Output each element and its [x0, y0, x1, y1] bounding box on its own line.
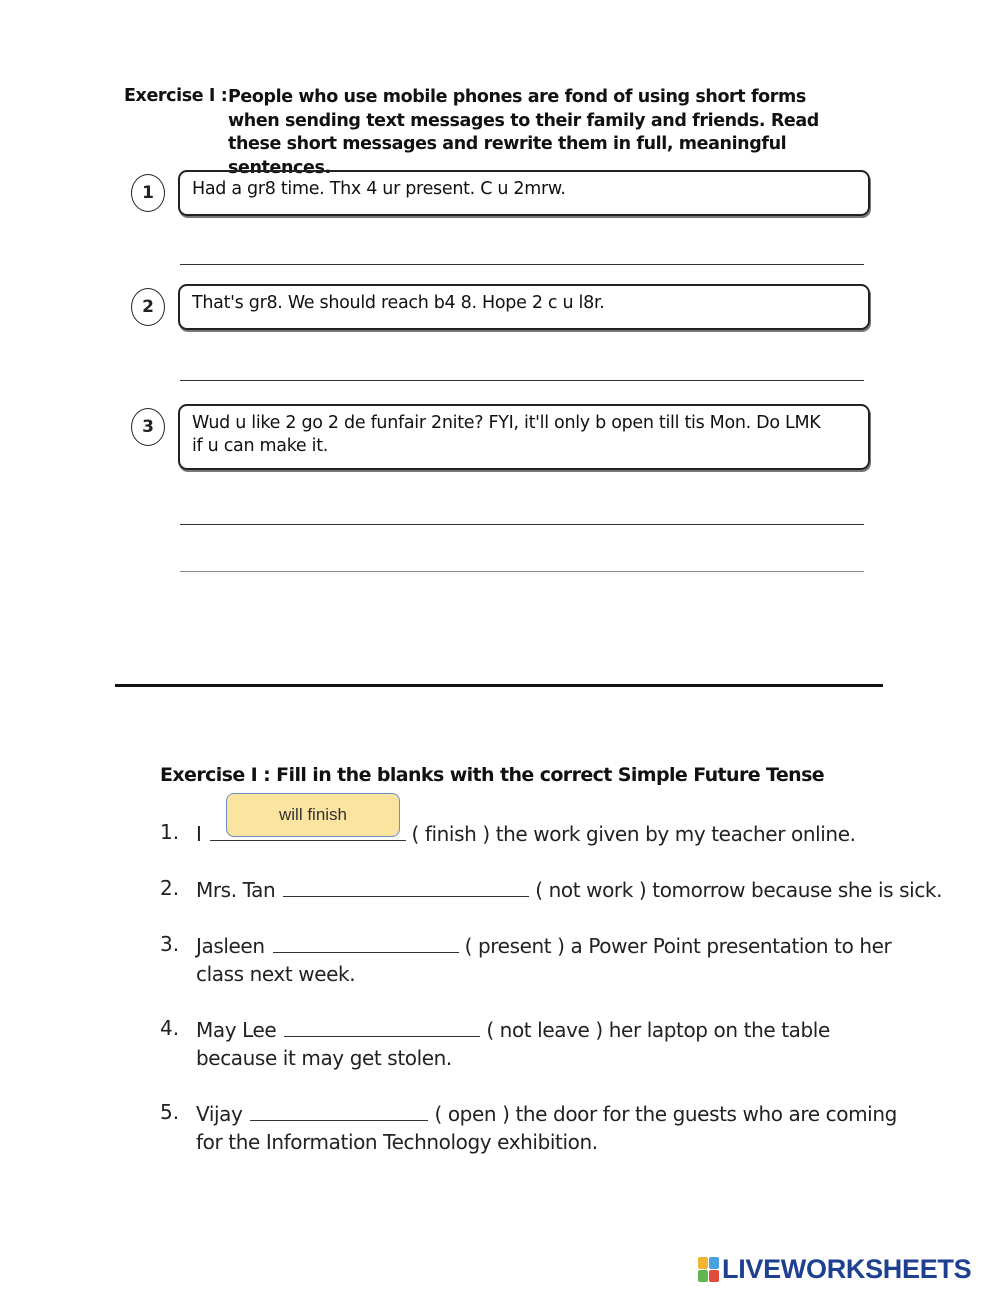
section-divider	[115, 684, 883, 687]
answer-input-1[interactable]: will finish	[226, 793, 400, 837]
liveworksheets-brand	[698, 1254, 971, 1285]
exercise1-instruction: People who use mobile phones are fond of using short forms when sending text messages to their family and friends. Read these short messages and rewrite them in full, meaningful sentences.	[228, 87, 819, 178]
question-subject: Jasleen	[196, 934, 265, 958]
item-number-circle: 3	[131, 408, 165, 446]
question-number: 5.	[160, 1100, 180, 1124]
question-subject: Mrs. Tan	[196, 878, 276, 902]
question-rest: ( present ) a Power Point presentation to her	[464, 934, 892, 958]
question-4	[196, 1016, 830, 1072]
message-box-3: Wud u like 2 go 2 de funfair 2nite? FYI, it'll only b open till tis Mon. Do LMK if u can make it.	[178, 404, 870, 470]
question-continuation: class next week.	[196, 962, 356, 986]
question-rest: ( open ) the door for the guests who are coming	[434, 1102, 897, 1126]
answer-blank[interactable]	[273, 934, 459, 953]
answer-blank[interactable]	[283, 878, 529, 897]
liveworksheets-logo-icon	[698, 1257, 720, 1283]
answer-blank[interactable]	[250, 1102, 428, 1121]
writing-line	[180, 380, 864, 381]
question-3	[196, 932, 891, 988]
question-rest: ( not leave ) her laptop on the table	[486, 1018, 830, 1042]
question-continuation: because it may get stolen.	[196, 1046, 452, 1070]
question-number: 3.	[160, 932, 180, 956]
question-number: 2.	[160, 876, 180, 900]
question-subject: Vijay	[196, 1102, 243, 1126]
question-subject: May Lee	[196, 1018, 277, 1042]
item-number-circle: 1	[131, 174, 165, 212]
question-number: 4.	[160, 1016, 180, 1040]
question-number: 1.	[160, 820, 180, 844]
message-box-2: That's gr8. We should reach b4 8. Hope 2 c u l8r.	[178, 284, 870, 330]
question-rest: ( finish ) the work given by my teacher online.	[411, 822, 856, 846]
message-box-1: Had a gr8 time. Thx 4 ur present. C u 2mrw.	[178, 170, 870, 216]
question-rest: ( not work ) tomorrow because she is sick.	[535, 878, 943, 902]
brand-name: LIVEWORKSHEETS	[722, 1254, 972, 1284]
exercise1-label: Exercise I :	[124, 86, 228, 106]
question-continuation: for the Information Technology exhibition.	[196, 1130, 598, 1154]
question-2	[196, 876, 942, 904]
writing-line	[180, 264, 864, 265]
question-subject: I	[196, 822, 202, 846]
answer-blank[interactable]	[284, 1018, 480, 1037]
writing-line	[180, 571, 864, 572]
writing-line	[180, 524, 864, 525]
item-number-circle: 2	[131, 288, 165, 326]
question-5	[196, 1100, 897, 1156]
exercise2-title: Exercise I : Fill in the blanks with the correct Simple Future Tense	[160, 764, 825, 786]
